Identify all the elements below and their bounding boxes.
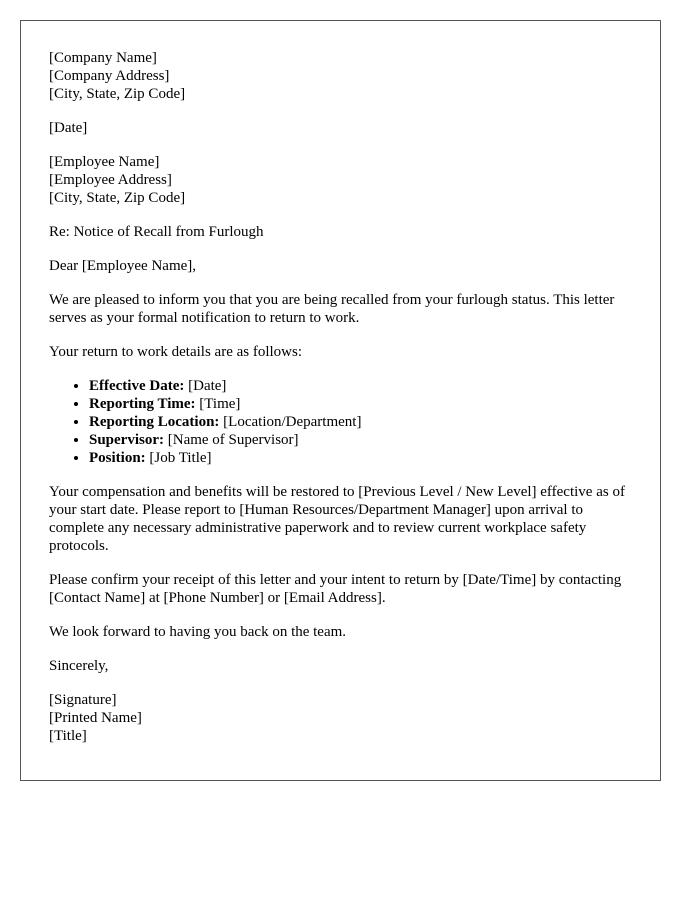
company-name: [Company Name] — [49, 50, 157, 66]
detail-value: [Time] — [195, 396, 241, 412]
detail-value: [Location/Department] — [219, 414, 362, 430]
detail-item-reporting-time — [89, 395, 632, 413]
salutation: Dear [Employee Name], — [49, 258, 197, 274]
signer-title: [Title] — [49, 728, 87, 744]
detail-item-reporting-location — [89, 413, 632, 431]
recipient-block — [49, 153, 632, 207]
confirmation-paragraph: Please confirm your receipt of this letter and your intent to return by [Date/Time] by contacting [Contact Name] at [Phone Number] or [Email Address]. — [49, 572, 622, 606]
detail-value: [Name of Supervisor] — [164, 432, 299, 448]
employee-address: [Employee Address] — [49, 172, 172, 188]
compensation-paragraph: Your compensation and benefits will be restored to [Previous Level / New Level] effective as of your start date. Please report to [Human Resources/Department Manager] upon arrival to complete any necessary administrative paperwork and to review current workplace safety protocols. — [49, 484, 625, 554]
sender-block — [49, 49, 632, 103]
letter-page — [20, 20, 661, 781]
detail-value: [Job Title] — [145, 450, 212, 466]
detail-label: Supervisor: — [89, 432, 164, 448]
employee-city-state-zip: [City, State, Zip Code] — [49, 190, 186, 206]
detail-label: Effective Date: — [89, 378, 185, 394]
detail-label: Reporting Location: — [89, 414, 220, 430]
sign-off: Sincerely, — [49, 658, 109, 674]
detail-item-position — [89, 449, 632, 467]
printed-name: [Printed Name] — [49, 710, 142, 726]
closing-sentence: We look forward to having you back on the team. — [49, 624, 347, 640]
letter-date: [Date] — [49, 120, 88, 136]
detail-label: Position: — [89, 450, 146, 466]
detail-label: Reporting Time: — [89, 396, 196, 412]
signature: [Signature] — [49, 692, 117, 708]
details-list — [49, 377, 632, 467]
company-address: [Company Address] — [49, 68, 170, 84]
company-city-state-zip: [City, State, Zip Code] — [49, 86, 186, 102]
details-intro: Your return to work details are as follows: — [49, 344, 303, 360]
employee-name: [Employee Name] — [49, 154, 160, 170]
subject-line: Re: Notice of Recall from Furlough — [49, 224, 264, 240]
signature-block — [49, 691, 632, 745]
detail-item-supervisor — [89, 431, 632, 449]
detail-value: [Date] — [184, 378, 227, 394]
detail-item-effective-date — [89, 377, 632, 395]
intro-paragraph: We are pleased to inform you that you are being recalled from your furlough status. This letter serves as your formal notification to return to work. — [49, 292, 615, 326]
